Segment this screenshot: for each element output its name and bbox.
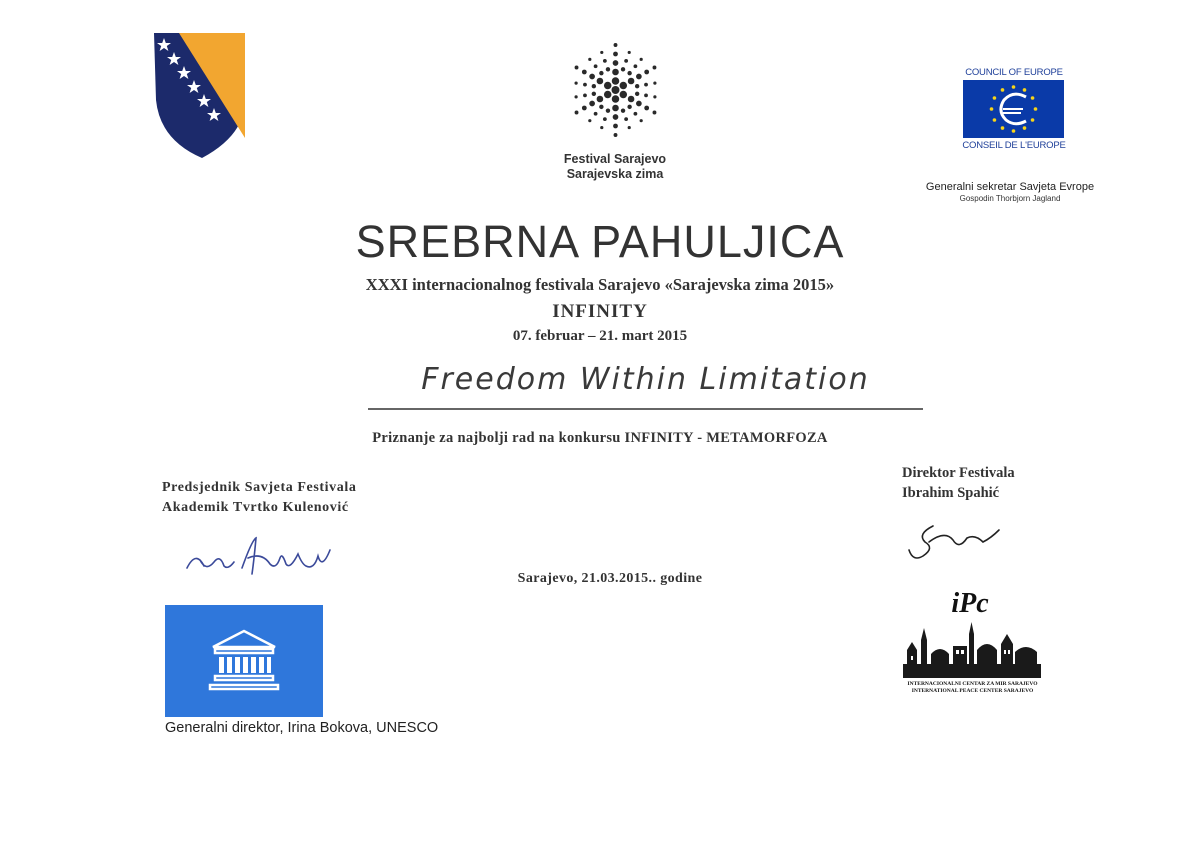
work-title-underline <box>368 408 923 410</box>
right-signatory-name: Ibrahim Spahić <box>902 485 1000 501</box>
coe-secretary-name: Gospodin Thorbjorn Jagland <box>959 194 1061 203</box>
unesco-caption: Generalni direktor, Irina Bokova, UNESCO <box>165 720 439 736</box>
signature-icon <box>182 530 342 580</box>
bih-coat-of-arms-icon <box>152 30 247 160</box>
ipc-name-english: INTERNATIONAL PEACE CENTER SARAJEVO <box>911 688 1034 694</box>
coe-top-label: COUNCIL OF EUROPE <box>965 67 1063 78</box>
coe-bottom-label: CONSEIL DE L'EUROPE <box>962 140 1066 151</box>
festival-logo-line1: Festival Sarajevo <box>563 152 667 166</box>
recognition-text: Priznanje za najbolji rad na konkursu INFINITY - METAMORFOZA <box>372 430 828 446</box>
festival-logo-line2: Sarajevska zima <box>566 167 664 181</box>
festival-dates: 07. februar – 21. mart 2015 <box>512 328 688 344</box>
left-signatory-name: Akademik Tvrtko Kulenović <box>162 500 349 515</box>
snowflake-dots-icon <box>553 40 678 140</box>
ipc-name-local: INTERNACIONALNI CENTAR ZA MIR SARAJEVO <box>907 681 1038 687</box>
unesco-temple-icon <box>165 605 323 717</box>
festival-logo-text <box>530 152 700 182</box>
council-of-europe-emblem-icon <box>963 80 1064 138</box>
place-date: Sarajevo, 21.03.2015.. godine <box>517 571 703 586</box>
award-title: SREBRNA PAHULJICA <box>355 216 845 267</box>
ipc-skyline-icon <box>903 620 1041 678</box>
festival-line: XXXI internacionalnog festivala Sarajevo «Sarajevska zima 2015» <box>365 275 835 294</box>
right-signatory-role: Direktor Festivala <box>902 465 1015 481</box>
work-title: Freedom Within Limitation <box>421 362 870 397</box>
theme-title: INFINITY <box>552 301 648 322</box>
coe-secretary-title: Generalni sekretar Savjeta Evrope <box>925 181 1095 193</box>
left-signatory-role: Predsjednik Savjeta Festivala <box>162 480 357 495</box>
ipc-logo-letters: iPc <box>951 588 989 619</box>
signature-icon <box>905 520 1005 565</box>
